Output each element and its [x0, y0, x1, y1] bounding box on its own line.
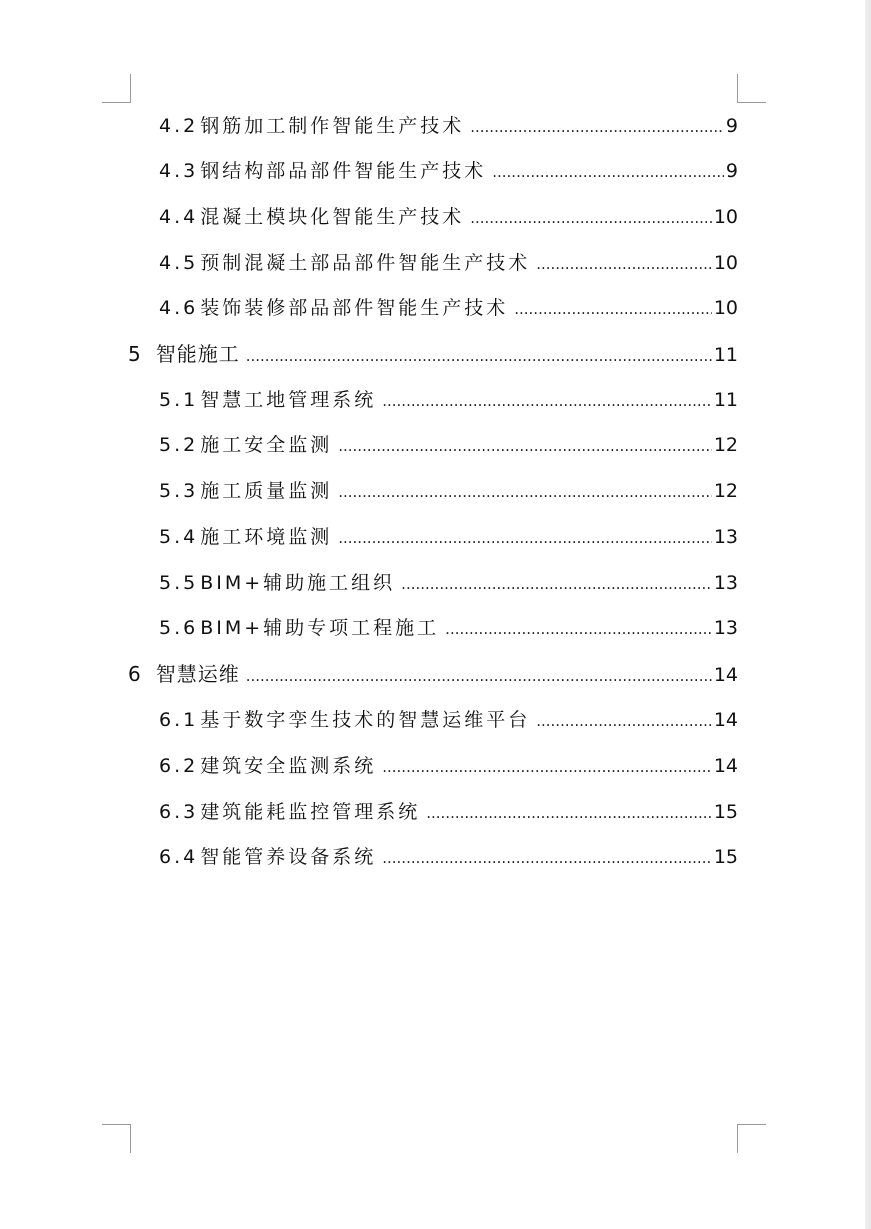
toc-page-number: 10: [713, 252, 738, 274]
toc-dot-leader: [382, 843, 712, 873]
crop-mark-top-right: [737, 74, 766, 103]
toc-entry-number: 5.1: [159, 389, 199, 411]
toc-entry-number: 5.5: [159, 572, 199, 594]
toc-dot-leader: [492, 157, 724, 187]
toc-dot-leader: [382, 386, 712, 416]
toc-section-entry[interactable]: [159, 613, 738, 643]
toc-section-entry[interactable]: [159, 842, 738, 872]
toc-dot-leader: [470, 112, 724, 142]
toc-section-entry[interactable]: [159, 797, 738, 827]
toc-chapter-entry[interactable]: [128, 659, 738, 689]
toc-entry-number: 4.4: [159, 206, 199, 228]
toc-page-number: 12: [713, 434, 738, 456]
crop-mark-bottom-right: [737, 1124, 766, 1153]
toc-page-number: 15: [713, 846, 738, 868]
toc-entry-number: 4.3: [159, 160, 199, 182]
toc-section-entry[interactable]: [159, 202, 738, 232]
toc-page-number: 9: [725, 115, 738, 137]
toc-entry-number: 4.6: [159, 297, 199, 319]
toc-section-entry[interactable]: [159, 385, 738, 415]
toc-dot-leader: [338, 431, 712, 461]
toc-page-number: 9: [725, 160, 738, 182]
toc-entry-title: 智能管养设备系统: [200, 846, 377, 868]
toc-chapter-entry[interactable]: [128, 339, 738, 369]
toc-entry-number: 6.4: [159, 846, 199, 868]
toc-page-number: 10: [713, 297, 738, 319]
toc-entry-number: 4.2: [159, 115, 199, 137]
toc-page-number: 15: [713, 801, 738, 823]
toc-entry-title: 智慧工地管理系统: [200, 389, 377, 411]
toc-page-number: 14: [713, 709, 738, 731]
toc-dot-leader: [246, 661, 712, 691]
toc-entry-title: 建筑能耗监控管理系统: [200, 801, 421, 823]
toc-dot-leader: [514, 294, 712, 324]
toc-entry-title: BIM+辅助专项工程施工: [200, 617, 440, 639]
toc-page-number: 10: [713, 206, 738, 228]
toc-entry-title: 混凝土模块化智能生产技术: [200, 206, 465, 228]
page-edge-shadow: [865, 0, 871, 1229]
toc-entry-number: 5.3: [159, 480, 199, 502]
toc-entry-title: 钢结构部品部件智能生产技术: [200, 160, 487, 182]
toc-dot-leader: [536, 706, 712, 736]
toc-dot-leader: [470, 203, 712, 233]
toc-section-entry[interactable]: [159, 430, 738, 460]
toc-entry-title: 钢筋加工制作智能生产技术: [200, 115, 465, 137]
toc-entry-title: 智慧运维: [155, 662, 240, 686]
toc-page-number: 11: [713, 344, 738, 366]
toc-entry-title: 施工环境监测: [200, 526, 333, 548]
toc-entry-number: 4.5: [159, 252, 199, 274]
toc-entry-title: 施工质量监测: [200, 480, 333, 502]
toc-dot-leader: [338, 477, 712, 507]
toc-section-entry[interactable]: [159, 476, 738, 506]
toc-page-number: 13: [713, 526, 738, 548]
toc-entry-title: 基于数字孪生技术的智慧运维平台: [200, 709, 531, 731]
toc-dot-leader: [338, 523, 712, 553]
toc-dot-leader: [426, 798, 712, 828]
toc-dot-leader: [536, 249, 712, 279]
toc-entry-title: BIM+辅助施工组织: [200, 572, 396, 594]
toc-section-entry[interactable]: [159, 248, 738, 278]
toc-page-number: 13: [713, 617, 738, 639]
toc-page-number: 12: [713, 480, 738, 502]
crop-mark-top-left: [102, 74, 131, 103]
toc-section-entry[interactable]: [159, 111, 738, 141]
toc-entry-number: 5.6: [159, 617, 199, 639]
toc-dot-leader: [445, 614, 712, 644]
toc-section-entry[interactable]: [159, 156, 738, 186]
toc-entry-title: 施工安全监测: [200, 434, 333, 456]
toc-dot-leader: [246, 341, 712, 371]
toc-entry-number: 5: [128, 342, 142, 366]
toc-entry-number: 5.2: [159, 434, 199, 456]
toc-entry-number: 6.1: [159, 709, 199, 731]
toc-entry-number: 5.4: [159, 526, 199, 548]
toc-dot-leader: [382, 752, 712, 782]
toc-entry-title: 装饰装修部品部件智能生产技术: [200, 297, 509, 319]
toc-section-entry[interactable]: [159, 522, 738, 552]
toc-page-number: 14: [713, 664, 738, 686]
toc-section-entry[interactable]: [159, 751, 738, 781]
toc-section-entry[interactable]: [159, 705, 738, 735]
toc-entry-number: 6: [128, 662, 142, 686]
toc-page-number: 13: [713, 572, 738, 594]
toc-page-number: 14: [713, 755, 738, 777]
toc-entry-title: 智能施工: [155, 342, 240, 366]
toc-entry-number: 6.2: [159, 755, 199, 777]
toc-section-entry[interactable]: [159, 568, 738, 598]
toc-entry-title: 建筑安全监测系统: [200, 755, 377, 777]
crop-mark-bottom-left: [102, 1124, 131, 1153]
toc-section-entry[interactable]: [159, 293, 738, 323]
toc-dot-leader: [401, 569, 712, 599]
toc-entry-number: 6.3: [159, 801, 199, 823]
toc-page-number: 11: [713, 389, 738, 411]
toc-entry-title: 预制混凝土部品部件智能生产技术: [200, 252, 531, 274]
